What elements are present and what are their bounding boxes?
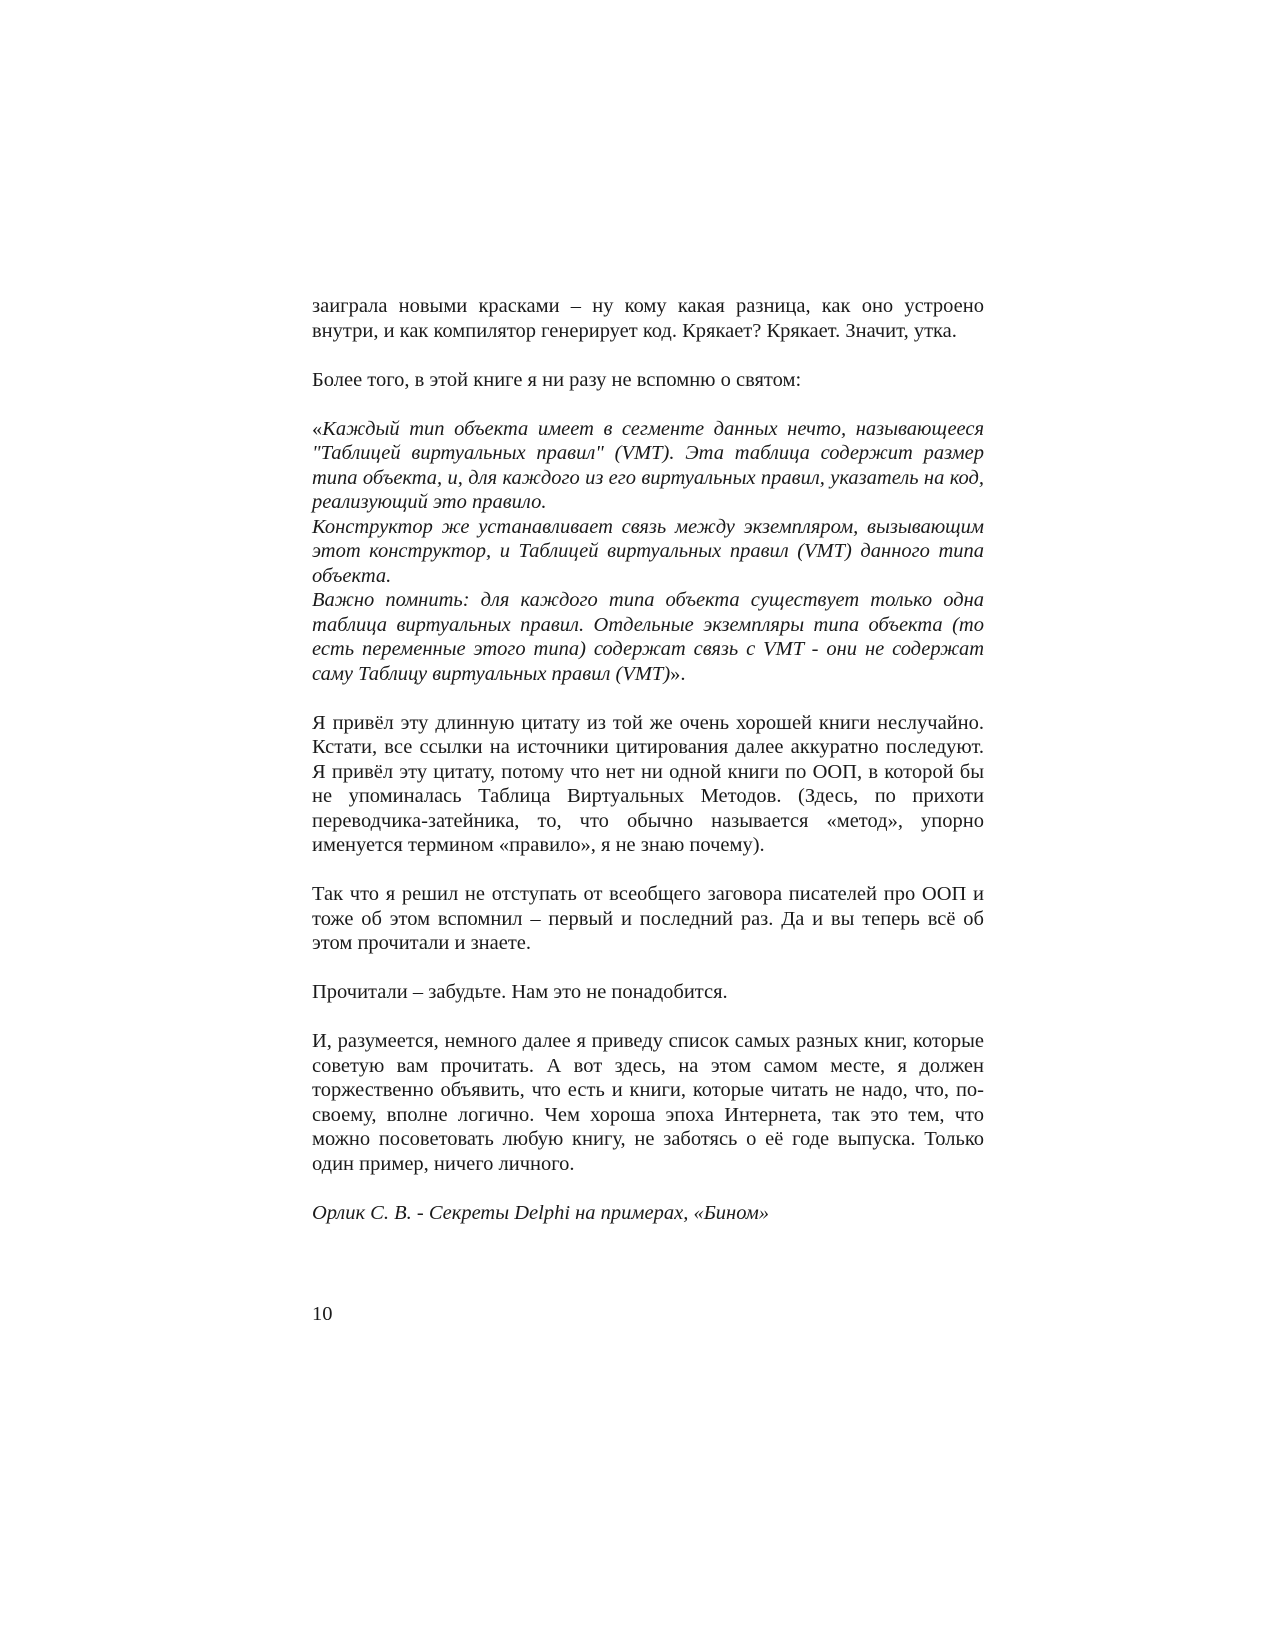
quote-text-1: Каждый тип объекта имеет в сегменте данных нечто, называющееся "Таблицей виртуальных правил" (VMT). Эта таблица содержит размер типа объекта, и, для каждого из его виртуальных правил, указатель на код, реализующий это правило. bbox=[312, 417, 984, 513]
quote-close-mark: ». bbox=[670, 662, 686, 685]
paragraph-2: Более того, в этой книге я ни разу не вспомню о святом: bbox=[312, 368, 802, 391]
paragraph-6: И, разумеется, немного далее я приведу список самых разных книг, которые советую вам прочитать. А вот здесь, на этом самом месте, я должен торжественно объявить, что есть и книги, которые читать не надо, что, по-своему, вполне логично. Чем хороша эпоха Интернета, так это тем, что можно посоветовать любую книгу, не заботясь о её годе выпуска. Только один пример, ничего личного. bbox=[312, 1030, 984, 1175]
quote-part-1 bbox=[312, 417, 984, 515]
quote-part-3 bbox=[312, 588, 984, 686]
body-text bbox=[312, 294, 984, 1225]
paragraph-3: Я привёл эту длинную цитату из той же очень хорошей книги неслучайно. Кстати, все ссылки на источники цитирования далее аккуратно последуют. Я привёл эту цитату, потому что нет ни одной книги по ООП, в которой бы не упоминалась Таблица Виртуальных Методов. (Здесь, по прихоти переводчика-затейника, то, что обычно называется «метод», упорно именуется термином «правило», я не знаю почему). bbox=[312, 711, 984, 856]
paragraph-1: заиграла новыми красками – ну кому какая разница, как оно устроено внутри, и как компилятор генерирует код. Крякает? Крякает. Значит, утка. bbox=[312, 295, 984, 342]
page-number: 10 bbox=[312, 1303, 333, 1325]
quote-text-3: Важно помнить: для каждого типа объекта существует только одна таблица виртуальных правил. Отдельные экземпляры типа объекта (то есть переменные этого типа) содержат связь с VMT - они не содержат саму Таблицу виртуальных правил (VMT) bbox=[312, 589, 984, 685]
paragraph-5: Прочитали – забудьте. Нам это не понадобится. bbox=[312, 981, 728, 1003]
block-quote bbox=[312, 417, 984, 687]
book-citation: Орлик С. В. - Секреты Delphi на примерах, «Бином» bbox=[312, 1201, 770, 1224]
quote-part-2: Конструктор же устанавливает связь между экземпляром, вызывающим этот конструктор, и Таблицей виртуальных правил (VMT) данного типа объекта. bbox=[312, 515, 984, 587]
quote-open-mark: « bbox=[312, 417, 323, 440]
paragraph-4: Так что я решил не отступать от всеобщего заговора писателей про ООП и тоже об этом вспомнил – первый и последний раз. Да и вы теперь всё об этом прочитали и знаете. bbox=[312, 883, 984, 954]
